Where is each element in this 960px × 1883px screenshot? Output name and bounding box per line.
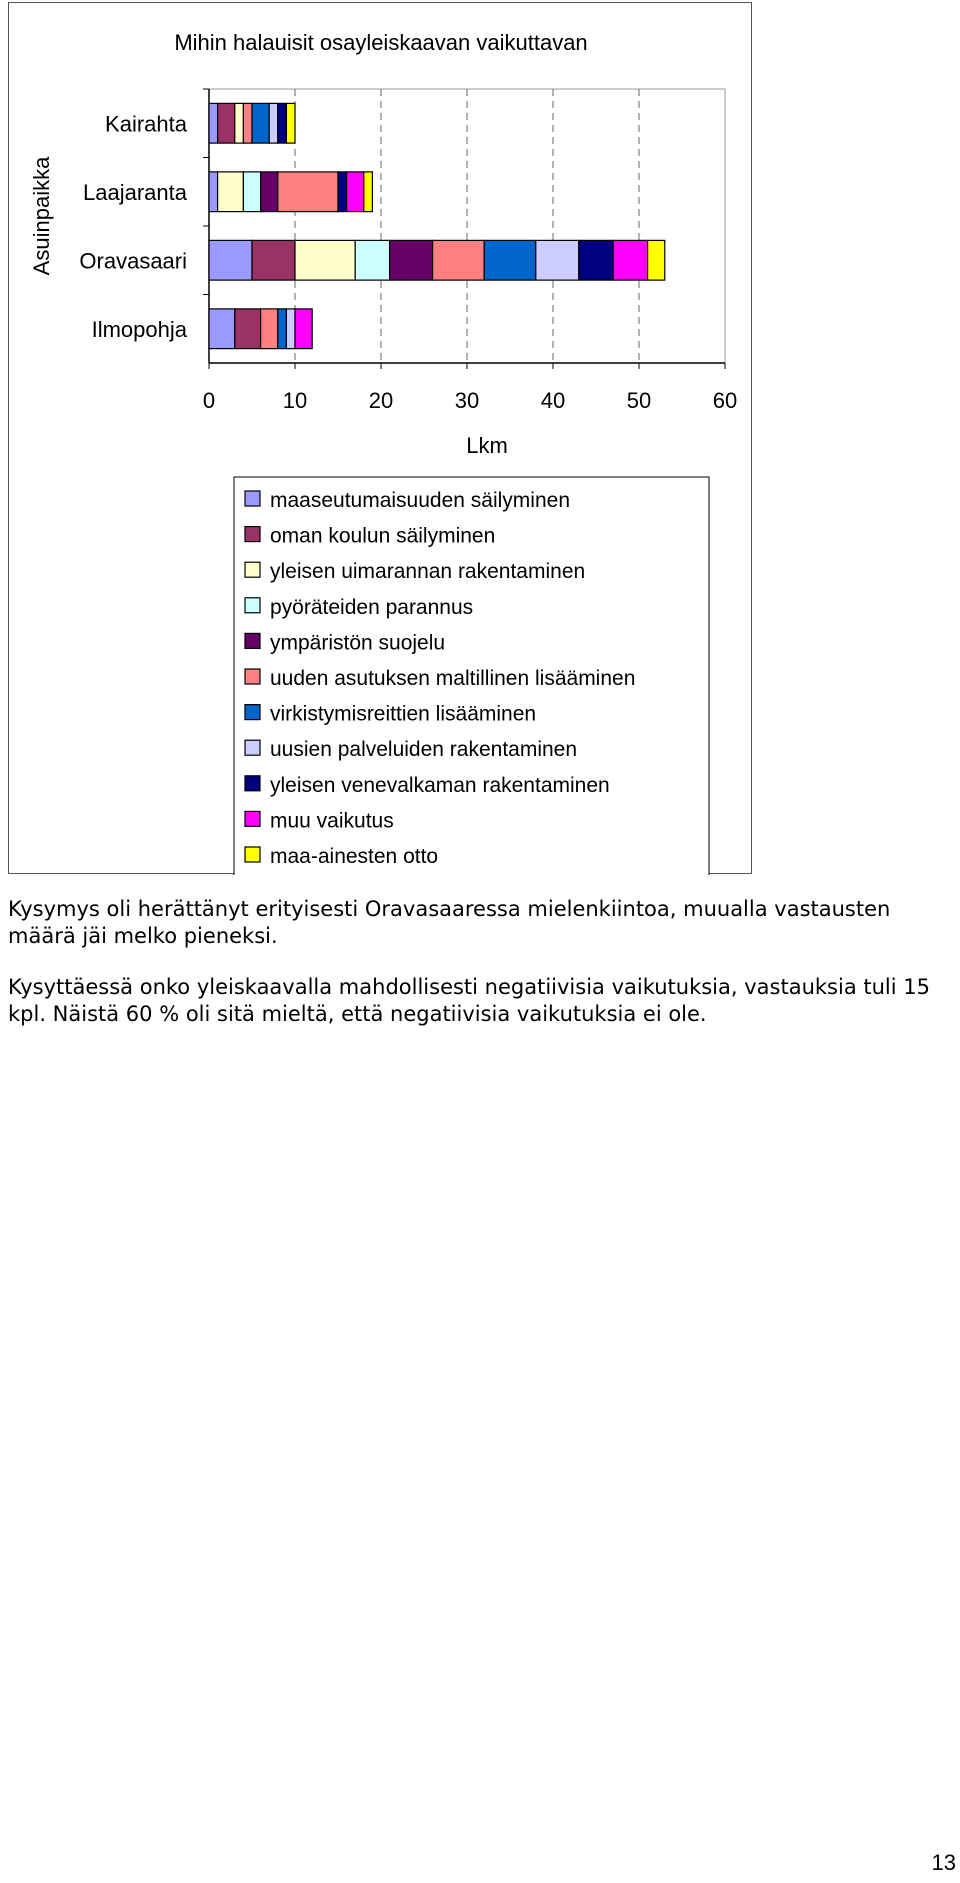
x-tick-label: 20	[368, 388, 394, 413]
y-axis-title: Asuinpaikka	[29, 156, 54, 276]
paragraph-1: Kysymys oli herättänyt erityisesti Oravasaaressa mielenkiintoa, muualla vastausten määrä jäi melko pieneksi.	[8, 897, 891, 948]
legend-label: uuden asutuksen maltillinen lisääminen	[270, 667, 636, 690]
bar-segment	[286, 309, 295, 349]
bar-segment	[390, 240, 433, 280]
bar-segment	[269, 103, 278, 143]
legend-label: oman koulun säilyminen	[270, 524, 496, 548]
bar-segment	[286, 103, 295, 143]
legend-swatch	[245, 847, 260, 862]
y-category-label: Ilmopohja	[91, 316, 187, 342]
bar-segment	[235, 103, 244, 143]
y-category-label: Laajaranta	[83, 179, 187, 205]
x-tick-label: 40	[540, 388, 566, 413]
legend-swatch	[245, 527, 260, 542]
legend-label: ympäristön suojelu	[270, 631, 446, 655]
legend-label: muu vaikutus	[270, 809, 394, 833]
bar-segment	[278, 172, 338, 212]
x-tick-label: 10	[282, 388, 308, 413]
legend-swatch	[245, 598, 260, 613]
bar-segment	[278, 309, 287, 349]
bar-segment	[484, 240, 536, 280]
bar-segment	[648, 240, 665, 280]
bar-segment	[209, 172, 218, 212]
bar-segment	[209, 240, 252, 280]
bar-segment	[218, 103, 235, 143]
bar-segment	[536, 240, 579, 280]
page-number: 13	[931, 1850, 956, 1875]
legend-label: yleisen venevalkaman rakentaminen	[270, 773, 610, 797]
legend-label: yleisen uimarannan rakentaminen	[270, 560, 586, 584]
bar-segment	[295, 309, 312, 349]
bar-segment	[355, 240, 389, 280]
bar-segment	[278, 103, 287, 143]
paragraph-2: Kysyttäessä onko yleiskaavalla mahdollisesti negatiivisia vaikutuksia, vastauksia tuli 15 kpl. Näistä 60 % oli sitä mieltä, että negatiivisia vaikutuksia ei ole.	[8, 975, 930, 1026]
stacked-bar-chart	[9, 3, 753, 875]
x-tick-label: 50	[626, 388, 652, 413]
bar-segment	[243, 103, 252, 143]
bar-segment	[252, 240, 295, 280]
bar-segment	[295, 240, 355, 280]
bar-segment	[261, 309, 278, 349]
legend-swatch	[245, 633, 260, 648]
bar-segment	[261, 172, 278, 212]
legend-swatch	[245, 811, 260, 826]
bar-segment	[433, 240, 485, 280]
bar-segment	[209, 103, 218, 143]
legend-swatch	[245, 669, 260, 684]
legend-swatch	[245, 562, 260, 577]
legend-label: virkistymisreittien lisääminen	[270, 702, 537, 726]
legend-swatch	[245, 740, 260, 755]
legend-swatch	[245, 705, 260, 720]
x-tick-label: 0	[202, 388, 216, 413]
legend-swatch	[245, 776, 260, 791]
bar-segment	[347, 172, 364, 212]
x-tick-label: 60	[712, 388, 738, 413]
legend-label: pyöräteiden parannus	[270, 595, 474, 619]
bar-segment	[218, 172, 244, 212]
y-category-label: Kairahta	[105, 111, 187, 137]
legend-label: maaseutumaisuuden säilyminen	[270, 489, 570, 512]
x-tick-label: 30	[454, 388, 480, 413]
x-axis-title: Lkm	[466, 433, 508, 458]
bar-segment	[579, 240, 613, 280]
bar-segment	[364, 172, 373, 212]
legend-swatch	[245, 491, 260, 506]
bar-segment	[613, 240, 647, 280]
legend-label: maa-ainesten otto	[270, 845, 439, 868]
bar-segment	[209, 309, 235, 349]
bar-segment	[243, 172, 260, 212]
chart-title: Mihin halauisit osayleiskaavan vaikuttavan	[174, 30, 588, 55]
bar-segment	[235, 309, 261, 349]
legend-label: uusien palveluiden rakentaminen	[270, 738, 578, 762]
bar-segment	[252, 103, 269, 143]
y-category-label: Oravasaari	[79, 248, 187, 274]
bar-segment	[338, 172, 347, 212]
chart-frame	[8, 2, 752, 874]
